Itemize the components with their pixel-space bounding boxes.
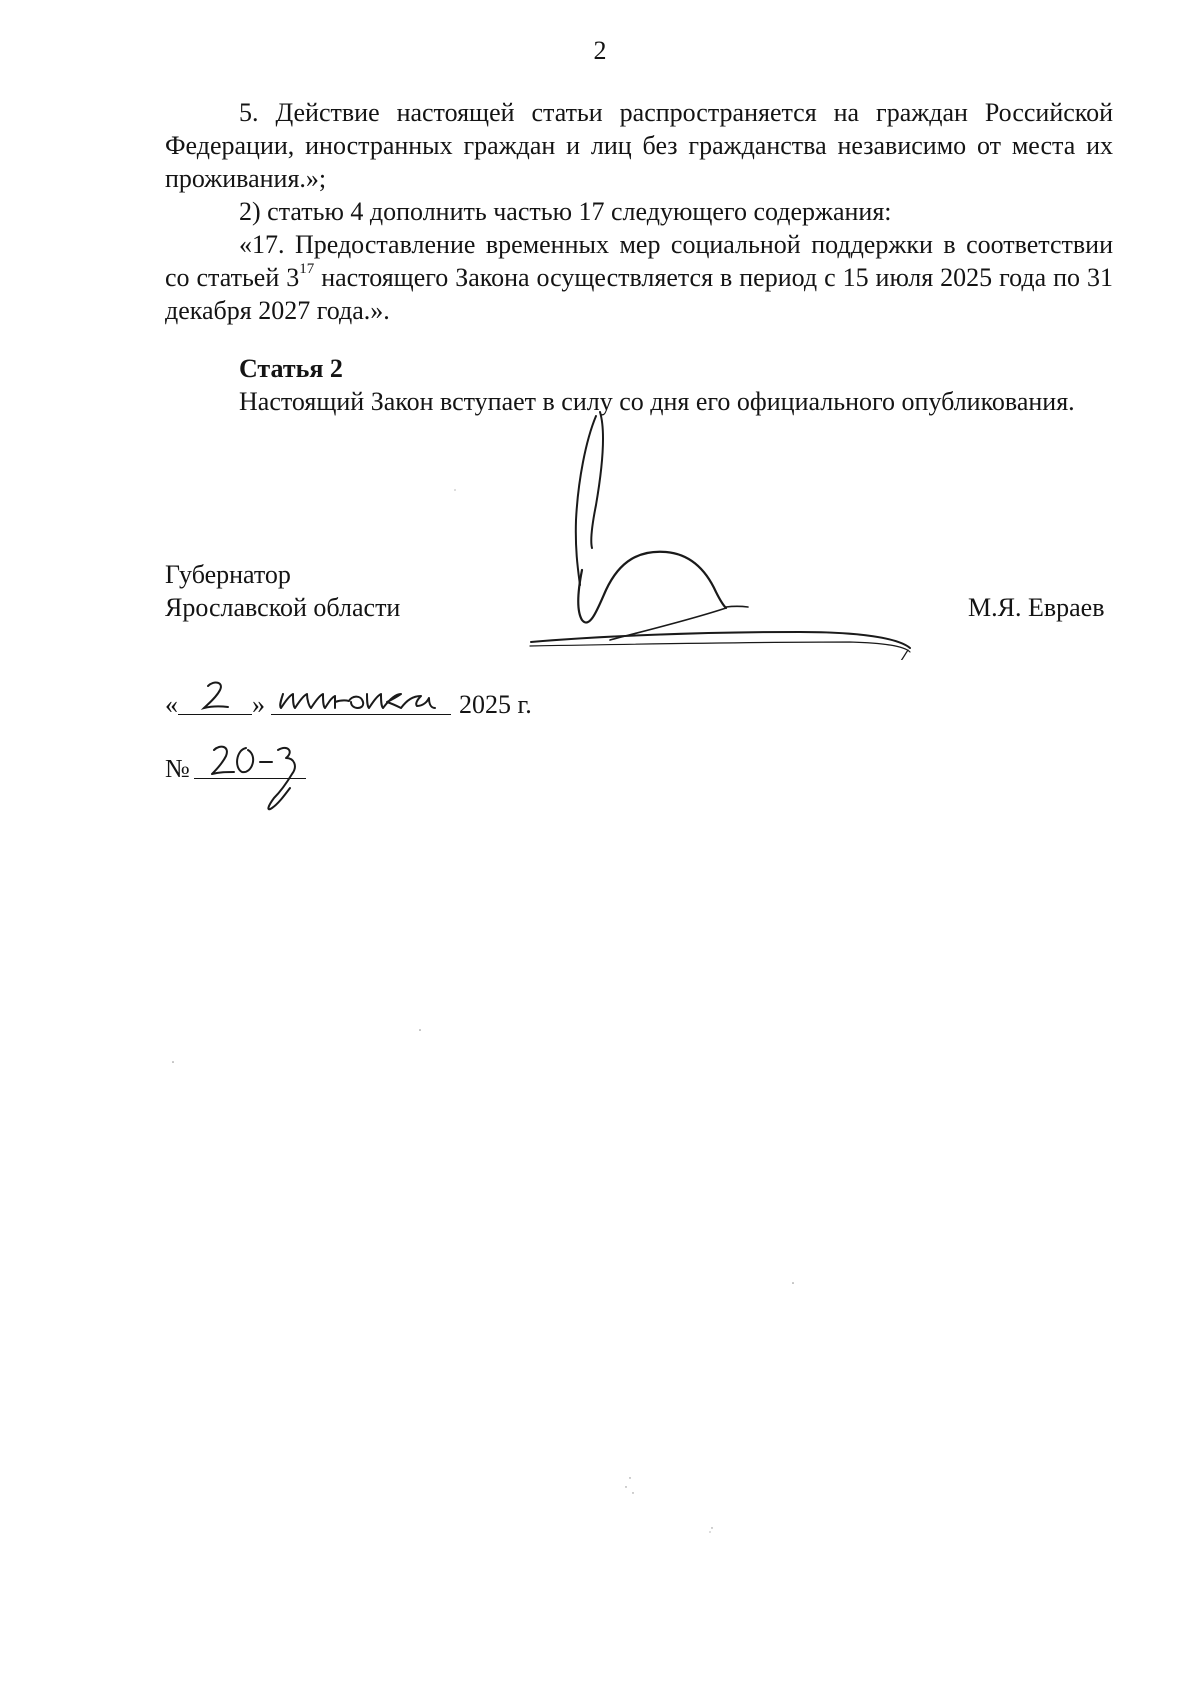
date-year: 2025 г. [459, 690, 532, 719]
paragraph-part-17-tail: настоящего Закона осуществляется в период с 15 июля 2025 года по 31 декабря 2027 года.». [165, 263, 1113, 325]
paragraph-part-17-lead: «17. Предоставление временных мер социальной поддержки в соответствии со статьей 3 [165, 230, 1113, 292]
page-number: 2 [593, 36, 607, 65]
date-open-quote: « [165, 690, 178, 719]
date-close-quote: » [252, 690, 265, 719]
article-2-heading: Статья 2 [239, 354, 343, 383]
article-2-text: Настоящий Закон вступает в силу со дня его официального опубликования. [239, 387, 1075, 416]
article-superscript: 17 [299, 261, 315, 277]
law-number-label: № [165, 754, 190, 783]
signatory-title-line-2: Ярославской области [165, 593, 401, 622]
signatory-name: М.Я. Евраев [968, 593, 1105, 622]
paragraph-part-5: 5. Действие настоящей статьи распространяется на граждан Российской Федерации, иностранных граждан и лиц без гражданства независимо от места их проживания.»; [165, 98, 1113, 193]
signatory-title-line-1: Губернатор [165, 560, 291, 589]
paragraph-item-2: 2) статью 4 дополнить частью 17 следующего содержания: [239, 197, 892, 226]
